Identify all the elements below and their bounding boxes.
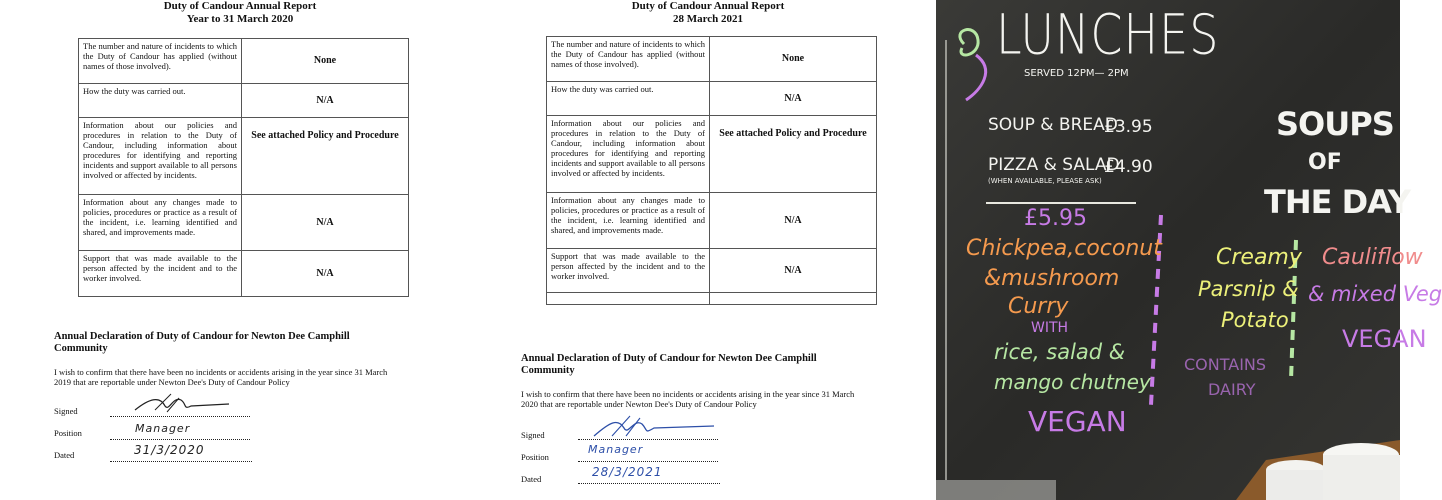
declaration-title: Annual Declaration of Duty of Candour for Newton Dee Camphill Community (521, 353, 817, 376)
position-label: Position (521, 452, 549, 462)
special-with: WITH (1031, 320, 1069, 336)
table-row (547, 249, 877, 293)
soup-line: Potato (1221, 308, 1289, 332)
table-cell-question: How the duty was carried out. (79, 84, 242, 118)
table-cell-answer: N/A (242, 84, 409, 118)
menu-item-name: SOUP & BREAD (988, 115, 1118, 135)
table-cell-answer: None (242, 39, 409, 84)
special-price: £5.95 (1024, 206, 1087, 231)
lunches-heading: LUNCHES (996, 2, 1220, 67)
soups-title: THE DAY (1264, 183, 1411, 221)
table-cell-answer: See attached Policy and Procedure (242, 118, 409, 195)
declaration-text: I wish to confirm that there have been no incidents or accidents arising in the year since 31 March 2019 that are reportable under Newton Dee's Duty of Candour Policy (54, 367, 388, 387)
report-2020-panel (0, 0, 468, 500)
special-line: mango chutney (994, 370, 1151, 394)
signature-image (125, 392, 235, 416)
special-line: Curry (1008, 294, 1069, 319)
chalkboard-photo (936, 0, 1442, 500)
table-cell-question: How the duty was carried out. (547, 82, 710, 116)
soup-line: Parsnip & (1198, 277, 1299, 301)
report-title-text: Duty of Candour Annual Report (631, 0, 785, 12)
menu-item-note: (WHEN AVAILABLE, PLEASE ASK) (988, 177, 1102, 185)
table-row (547, 116, 877, 193)
soups-title: SOUPS (1276, 105, 1394, 143)
table-cell-answer: None (710, 37, 877, 82)
table-cell-answer: N/A (710, 82, 877, 116)
table-cell-answer: N/A (242, 195, 409, 251)
position-label: Position (54, 428, 82, 438)
duty-table (546, 36, 877, 305)
table-cell-question: The number and nature of incidents to which the Duty of Candour has applied (without names of those involved). (79, 39, 242, 84)
table-row (79, 195, 409, 251)
declaration-text: I wish to confirm that there have been no incidents or accidents arising in the year since 31 March 2020 that are reportable under Newton Dee's Duty of Candour Policy (521, 389, 855, 409)
soup-line: Creamy (1216, 245, 1302, 270)
menu-item-price: £4.90 (1104, 157, 1153, 177)
report-title (120, 0, 360, 26)
report-subtitle: Year to 31 March 2020 (186, 13, 294, 25)
dated-label: Dated (54, 450, 75, 460)
table-cell-question: Information about our policies and procedures in relation to the Duty of Candour, including information about procedures for identifying and reporting incidents and support available to all persons involved or affected by incidents. (79, 118, 242, 195)
table-cell-empty (547, 293, 710, 305)
table-cell-question: Information about any changes made to policies, procedures or practice as a result of the incident, i.e. learning identified and shared, and improvements made. (547, 193, 710, 249)
table-row (547, 37, 877, 82)
table-cell-answer: N/A (710, 249, 877, 293)
report-subtitle: 28 March 2021 (672, 13, 744, 25)
special-line: Chickpea,coconut (966, 236, 1162, 261)
table-cell-question: The number and nature of incidents to which the Duty of Candour has applied (without names of those involved). (547, 37, 710, 82)
duty-table (78, 38, 409, 297)
special-line: rice, salad & (994, 340, 1126, 364)
table-row (79, 118, 409, 195)
soup-line: Cauliflow (1322, 245, 1423, 270)
position-value: Manager (588, 443, 644, 456)
soup-vegan: VEGAN (1342, 325, 1427, 353)
soup-line: & mixed Veg (1308, 282, 1442, 306)
served-times: SERVED 12PM— 2PM (1024, 68, 1129, 79)
table-cell-answer: N/A (242, 251, 409, 297)
table-cell-answer: See attached Policy and Procedure (710, 116, 877, 193)
table-cell-question: Information about our policies and procedures in relation to the Duty of Candour, including information about procedures for identifying and reporting incidents and support available to all persons involved or affected by incidents. (547, 116, 710, 193)
declaration-title: Annual Declaration of Duty of Candour for Newton Dee Camphill Community (54, 331, 350, 354)
table-row (547, 293, 877, 305)
table-row (79, 251, 409, 297)
report-title (588, 0, 828, 26)
soup-note: CONTAINS (1184, 355, 1267, 374)
menu-item-name: PIZZA & SALAD (988, 155, 1120, 175)
table-cell-answer: N/A (710, 193, 877, 249)
report-title-text: Duty of Candour Annual Report (163, 0, 317, 12)
dated-value: 31/3/2020 (134, 443, 205, 457)
signature-image (588, 414, 718, 440)
table-cell-question: Support that was made available to the person affected by the incident and to the worker involved. (79, 251, 242, 297)
table-cell-question: Support that was made available to the person affected by the incident and to the worker involved. (547, 249, 710, 293)
table-row (79, 39, 409, 84)
report-2021-panel (468, 0, 936, 500)
position-value: Manager (135, 422, 191, 435)
table-row (79, 84, 409, 118)
dated-label: Dated (521, 474, 542, 484)
menu-item-price: £3.95 (1104, 117, 1153, 137)
table-row (547, 82, 877, 116)
signed-label: Signed (54, 406, 78, 416)
table-cell-question: Information about any changes made to policies, procedures or practice as a result of the incident, i.e. learning identified and shared, and improvements made. (79, 195, 242, 251)
table-row (547, 193, 877, 249)
special-line: &mushroom (984, 266, 1120, 291)
soup-note: DAIRY (1208, 380, 1256, 399)
table-cell-empty (710, 293, 877, 305)
soups-title: OF (1308, 150, 1342, 175)
special-vegan: VEGAN (1028, 405, 1127, 438)
signed-label: Signed (521, 430, 545, 440)
dated-value: 28/3/2021 (592, 465, 663, 479)
